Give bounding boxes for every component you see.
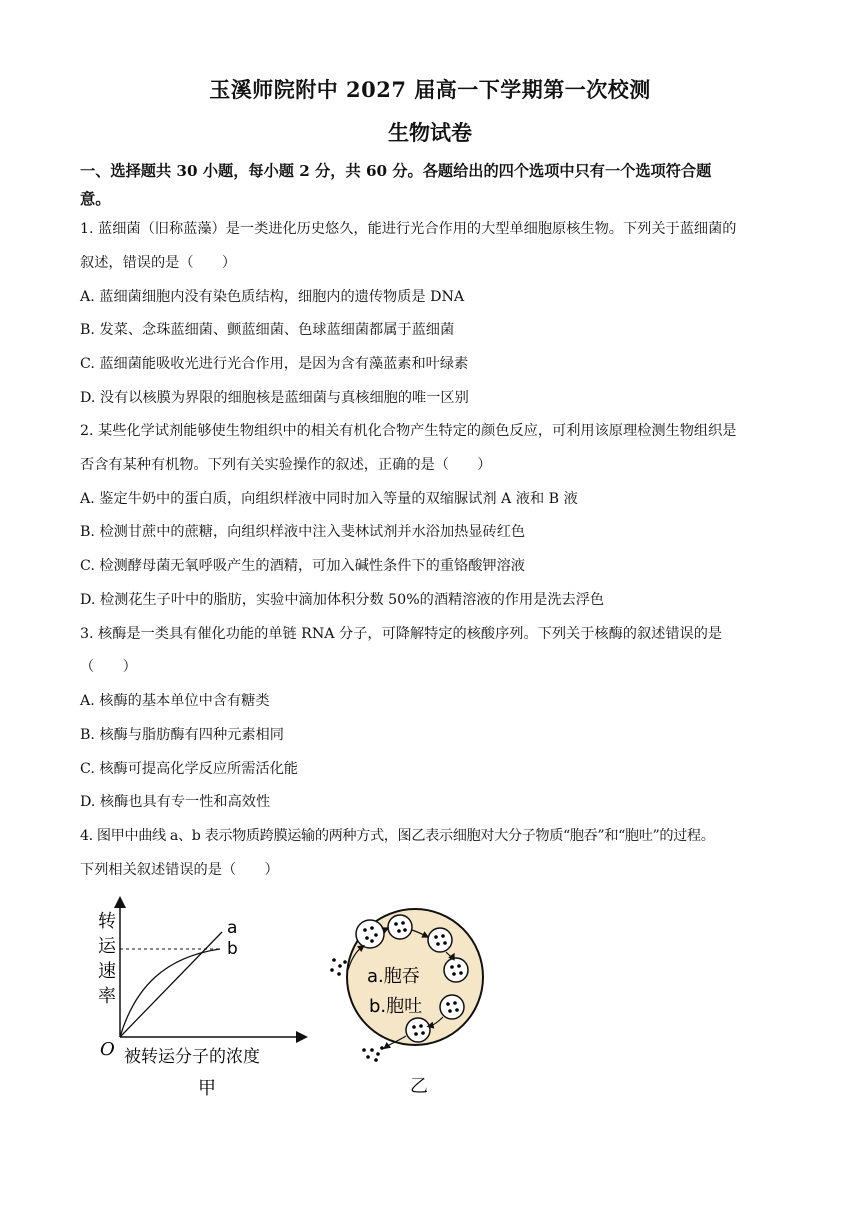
question-2-stem-line1: 2. 某些化学试剂能够使生物组织中的相关有机化合物产生特定的颜色反应，可利用该原理检测生物组织是 [80, 423, 737, 439]
question-3-option-d: D. 核酶也具有专一性和高效性 [80, 794, 271, 810]
section-heading-line2: 意。 [80, 190, 111, 208]
y-label-char-2: 运 [98, 936, 116, 957]
y-label-char-4: 率 [98, 986, 116, 1007]
question-3-stem-line1: 3. 核酶是一类具有催化功能的单链 RNA 分子，可降解特定的核酸序列。下列关于核酶的叙述错误的是 [80, 626, 723, 642]
external-particles-out [362, 1046, 384, 1062]
curve-a [120, 932, 222, 1037]
question-1-option-a: A. 蓝细菌细胞内没有染色质结构，细胞内的遗传物质是 DNA [80, 289, 465, 305]
question-3-option-b: B. 核酶与脂肪酶有四种元素相同 [80, 727, 284, 743]
question-2-option-d: D. 检测花生子叶中的脂肪，实验中滴加体积分数 50%的酒精溶液的作用是洗去浮色 [80, 592, 605, 608]
question-2-stem-line2: 否含有某种有机物。下列有关实验操作的叙述，正确的是（ ） [80, 457, 492, 473]
y-label-char-3: 速 [98, 961, 116, 982]
question-4-stem-line1: 4. 图甲中曲线 a、b 表示物质跨膜运输的两种方式，图乙表示细胞对大分子物质“胞吞”和“胞吐”的过程。 [80, 828, 715, 844]
endocytosis-label: a.胞吞 [367, 966, 420, 987]
question-2-option-b: B. 检测甘蔗中的蔗糖，向组织样液中注入斐林试剂并水浴加热显砖红色 [80, 524, 526, 540]
origin-label: O [100, 1039, 115, 1060]
vesicle [388, 915, 412, 939]
vesicle [406, 1018, 430, 1042]
vesicle [356, 920, 384, 948]
transport-rate-graph [98, 902, 302, 1099]
question-1-option-c: C. 蓝细菌能吸收光进行光合作用，是因为含有藻蓝素和叶绿素 [80, 356, 469, 372]
question-3-stem-line2: （ ） [80, 659, 137, 675]
vesicle [440, 995, 464, 1019]
question-4-figure [80, 892, 500, 1107]
question-2-option-c: C. 检测酵母菌无氧呼吸产生的酒精，可加入碱性条件下的重铬酸钾溶液 [80, 558, 525, 574]
section-heading-line1: 一、选择题共 30 小题，每小题 2 分，共 60 分。各题给出的四个选项中只有一个选项符合题 [80, 162, 712, 180]
page-title: 玉溪师院附中 2027 届高一下学期第一次校测 [209, 77, 651, 102]
curve-a-label: a [227, 918, 238, 938]
y-label-char-1: 转 [98, 911, 116, 932]
question-1-option-b: B. 发菜、念珠蓝细菌、颤蓝细菌、色球蓝细菌都属于蓝细菌 [80, 322, 455, 338]
question-3-option-c: C. 核酶可提高化学反应所需活化能 [80, 761, 298, 777]
question-1-option-d: D. 没有以核膜为界限的细胞核是蓝细菌与真核细胞的唯一区别 [80, 390, 469, 406]
curve-b [120, 949, 220, 1037]
vesicle [428, 928, 452, 952]
exocytosis-label: b.胞吐 [369, 996, 423, 1017]
vesicle [444, 958, 468, 982]
question-2-option-a: A. 鉴定牛奶中的蛋白质，向组织样液中同时加入等量的双缩脲试剂 A 液和 B 液 [80, 491, 578, 507]
question-4-stem-line2: 下列相关叙述错误的是（ ） [80, 862, 279, 878]
cell-caption: 乙 [410, 1076, 428, 1097]
page-subtitle: 生物试卷 [388, 120, 472, 145]
question-1-stem-line2: 叙述，错误的是（ ） [80, 255, 237, 271]
x-axis-label: 被转运分子的浓度 [124, 1047, 260, 1067]
question-1-stem-line1: 1. 蓝细菌（旧称蓝藻）是一类进化历史悠久，能进行光合作用的大型单细胞原核生物。下列关于蓝细菌的 [80, 221, 737, 237]
external-particles-in [330, 958, 347, 976]
endocytosis-cell-diagram [330, 909, 483, 1097]
question-3-option-a: A. 核酶的基本单位中含有糖类 [80, 693, 270, 709]
graph-caption: 甲 [198, 1078, 216, 1099]
curve-b-label: b [227, 939, 238, 959]
